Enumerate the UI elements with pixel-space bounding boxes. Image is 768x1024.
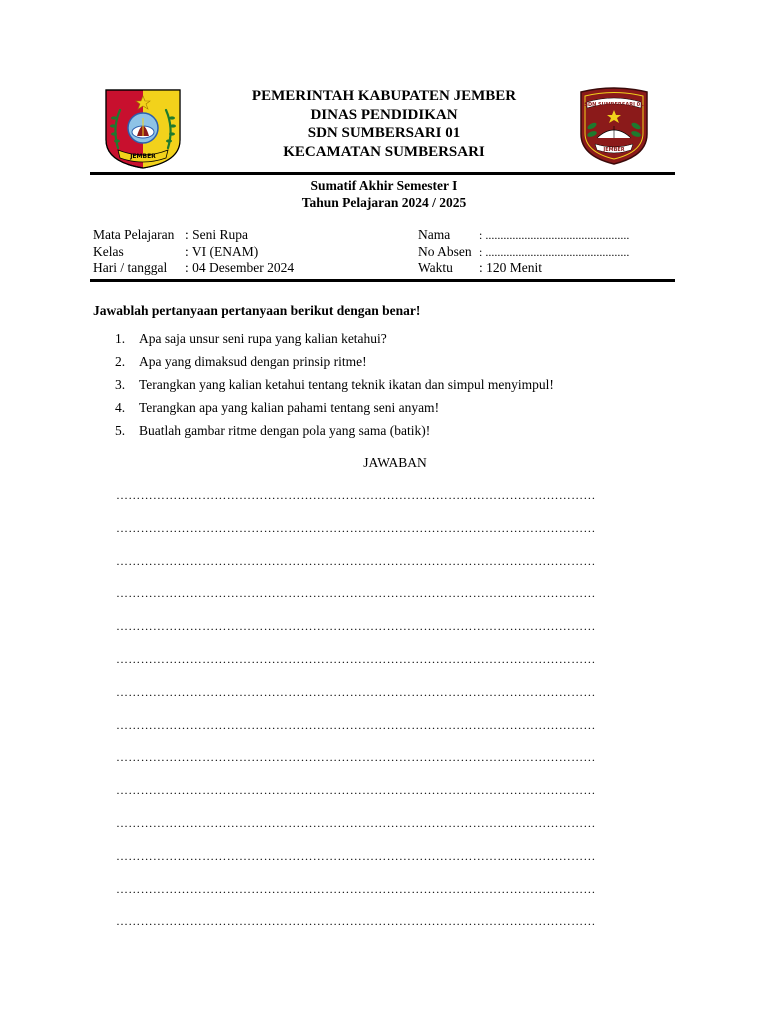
info-row-subject [93,227,294,244]
answer-lines [116,488,674,947]
name-field[interactable]: : ................................................ [479,228,630,242]
question-item [115,353,554,376]
question-text: Apa yang dimaksud dengan prinsip ritme! [139,354,367,369]
question-number: 4. [115,400,126,415]
header-government: PEMERINTAH KABUPATEN JEMBER [251,88,517,104]
info-label: Mata Pelajaran [93,227,175,242]
question-item [115,399,554,422]
info-row-name [418,227,629,244]
info-label: Waktu [418,260,453,275]
instruction: Jawablah pertanyaan pertanyaan berikut dengan benar! [93,303,421,318]
answer-line[interactable]: ……………………………………………………………………………………………………… [116,520,596,535]
info-value: : 120 Menit [479,260,542,275]
jember-regency-emblem-icon [104,88,182,170]
info-row-date [93,260,294,277]
answer-line[interactable]: ……………………………………………………………………………………………………… [116,684,596,699]
info-divider [90,279,675,282]
answer-line[interactable]: ……………………………………………………………………………………………………… [116,750,596,765]
school-header [184,87,584,161]
question-item [115,330,554,353]
answer-line[interactable]: ……………………………………………………………………………………………………… [116,881,596,896]
school-shield-emblem [575,86,653,168]
question-number: 5. [115,423,126,438]
answer-line[interactable]: ……………………………………………………………………………………………………… [116,815,596,830]
answer-title: JAWABAN [363,455,427,470]
answer-line[interactable]: ……………………………………………………………………………………………………… [116,553,596,568]
info-value: : 04 Desember 2024 [185,260,295,275]
right-emblem-banner-text: SDN SUMBERSARI 01 [584,102,644,108]
right-emblem-bottom-text: JEMBER [603,147,625,153]
exam-title: Sumatif Akhir Semester I [310,178,458,193]
absen-field[interactable]: : ................................................ [479,244,630,259]
info-label: No Absen [418,243,472,259]
info-row-time [418,260,629,277]
question-item [115,376,554,399]
header-district: KECAMATAN SUMBERSARI [283,143,485,160]
question-number: 3. [115,377,126,392]
header-school-name: SDN SUMBERSARI 01 [307,125,461,141]
info-label: Kelas [93,243,124,259]
answer-line[interactable]: ……………………………………………………………………………………………………… [116,586,596,601]
question-text: Terangkan yang kalian ketahui tentang teknik ikatan dan simpul menyimpul! [139,377,554,392]
answer-line[interactable]: ……………………………………………………………………………………………………… [116,488,596,502]
question-number: 1. [115,331,126,346]
answer-line[interactable]: ……………………………………………………………………………………………………… [116,783,596,798]
header-divider [90,172,675,175]
exam-year: Tahun Pelajaran 2024 / 2025 [301,194,467,210]
answer-line[interactable]: ……………………………………………………………………………………………………… [116,848,596,863]
answer-line[interactable]: ……………………………………………………………………………………………………… [116,651,596,666]
left-emblem-ribbon-text: JEMBER [130,153,156,160]
question-text: Terangkan apa yang kalian pahami tentang seni anyam! [139,400,440,415]
info-left [93,227,294,277]
info-row-class [93,244,294,261]
jember-regency-emblem [104,88,182,170]
question-list [115,330,554,445]
answer-line[interactable]: ……………………………………………………………………………………………………… [116,619,596,634]
question-text: Buatlah gambar ritme dengan pola yang sama (batik)! [139,423,431,438]
question-number: 2. [115,354,126,369]
info-label: Nama [418,227,451,242]
question-item [115,422,554,445]
info-row-absen [418,244,629,261]
info-value: : VI (ENAM) [185,243,259,259]
school-shield-emblem-icon [575,86,653,168]
info-label: Hari / tanggal [93,260,168,275]
question-text: Apa saja unsur seni rupa yang kalian ketahui? [139,331,387,346]
info-value: : Seni Rupa [185,227,248,242]
answer-line[interactable]: ……………………………………………………………………………………………………… [116,914,596,929]
info-right [418,227,629,277]
header-department: DINAS PENDIDIKAN [310,106,458,123]
exam-title-block [184,178,584,211]
answer-line[interactable]: ……………………………………………………………………………………………………… [116,717,596,732]
